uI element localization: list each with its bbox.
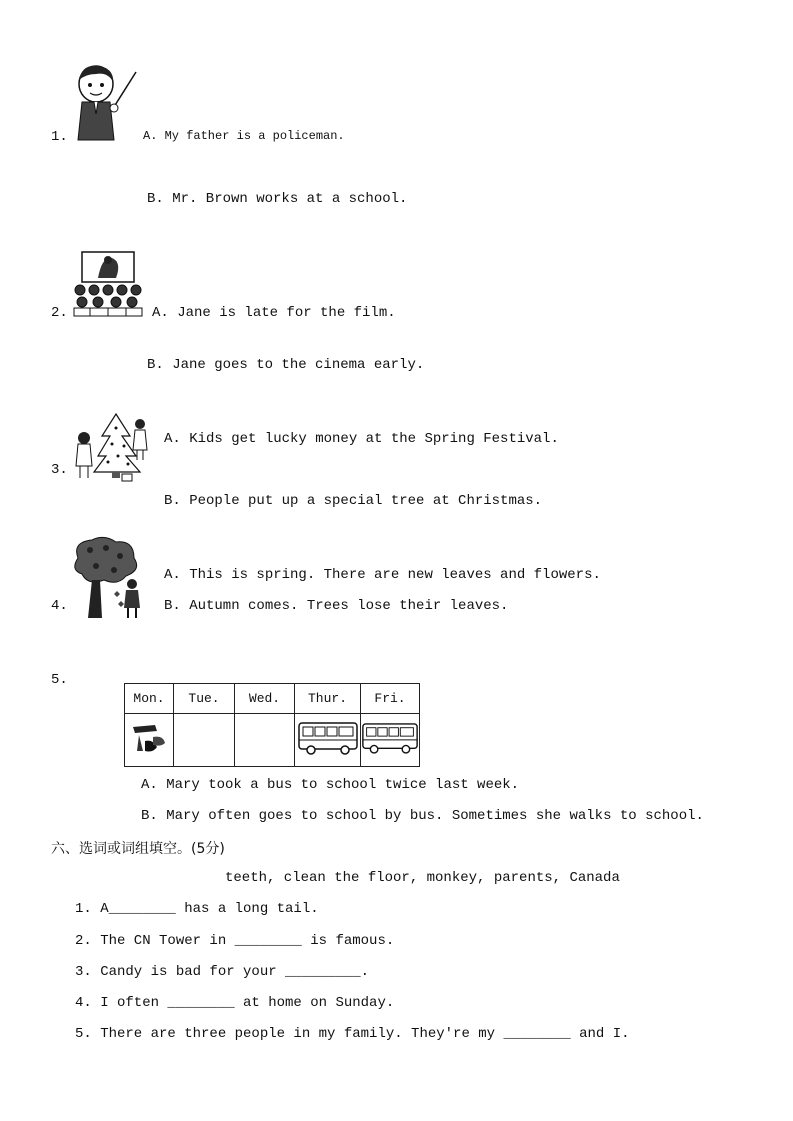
cell-fri [361, 714, 420, 767]
question-number: 1. [51, 129, 68, 145]
option-b: B. Mary often goes to school by bus. Sometimes she walks to school. [141, 808, 704, 824]
section-heading: 六、选词或词组填空。(5分) [51, 841, 225, 857]
cell-wed [235, 714, 295, 767]
weekly-transport-table [124, 683, 420, 767]
day-header-tue: Tue. [174, 684, 235, 714]
christmas-picture [72, 410, 152, 482]
day-header-wed: Wed. [235, 684, 295, 714]
fill-item: 3. Candy is bad for your _________. [75, 964, 370, 980]
word-bank: teeth, clean the floor, monkey, parents, Canada [225, 870, 620, 886]
option-a: A. This is spring. There are new leaves and flowers. [164, 567, 601, 583]
option-b: B. Jane goes to the cinema early. [147, 357, 425, 373]
bus-icon [361, 719, 419, 757]
fill-item: 4. I often ________ at home on Sunday. [75, 995, 395, 1011]
question-number: 2. [51, 305, 68, 321]
cinema-picture [72, 250, 144, 318]
fill-item: 5. There are three people in my family. They're my ________ and I. [75, 1026, 630, 1042]
question-number: 3. [51, 462, 68, 478]
question-number: 5. [51, 672, 68, 688]
cell-tue [174, 714, 235, 767]
day-header-thur: Thur. [295, 684, 361, 714]
option-b: B. People put up a special tree at Christmas. [164, 493, 543, 509]
bus-icon [297, 719, 359, 757]
cell-thur [295, 714, 361, 767]
cell-mon [125, 714, 174, 767]
fill-item: 1. A________ has a long tail. [75, 901, 319, 917]
teacher-picture [68, 62, 140, 142]
walking-shoes-icon [129, 721, 169, 755]
fill-item: 2. The CN Tower in ________ is famous. [75, 933, 395, 949]
option-a: A. Kids get lucky money at the Spring Festival. [164, 431, 559, 447]
option-b: B. Autumn comes. Trees lose their leaves. [164, 598, 509, 614]
option-a: A. Jane is late for the film. [152, 305, 396, 321]
autumn-tree-picture [70, 536, 146, 620]
option-b: B. Mr. Brown works at a school. [147, 191, 408, 207]
option-a: A. My father is a policeman. [143, 129, 345, 143]
option-a: A. Mary took a bus to school twice last week. [141, 777, 520, 793]
day-header-mon: Mon. [125, 684, 174, 714]
day-header-fri: Fri. [361, 684, 420, 714]
question-number: 4. [51, 598, 68, 614]
